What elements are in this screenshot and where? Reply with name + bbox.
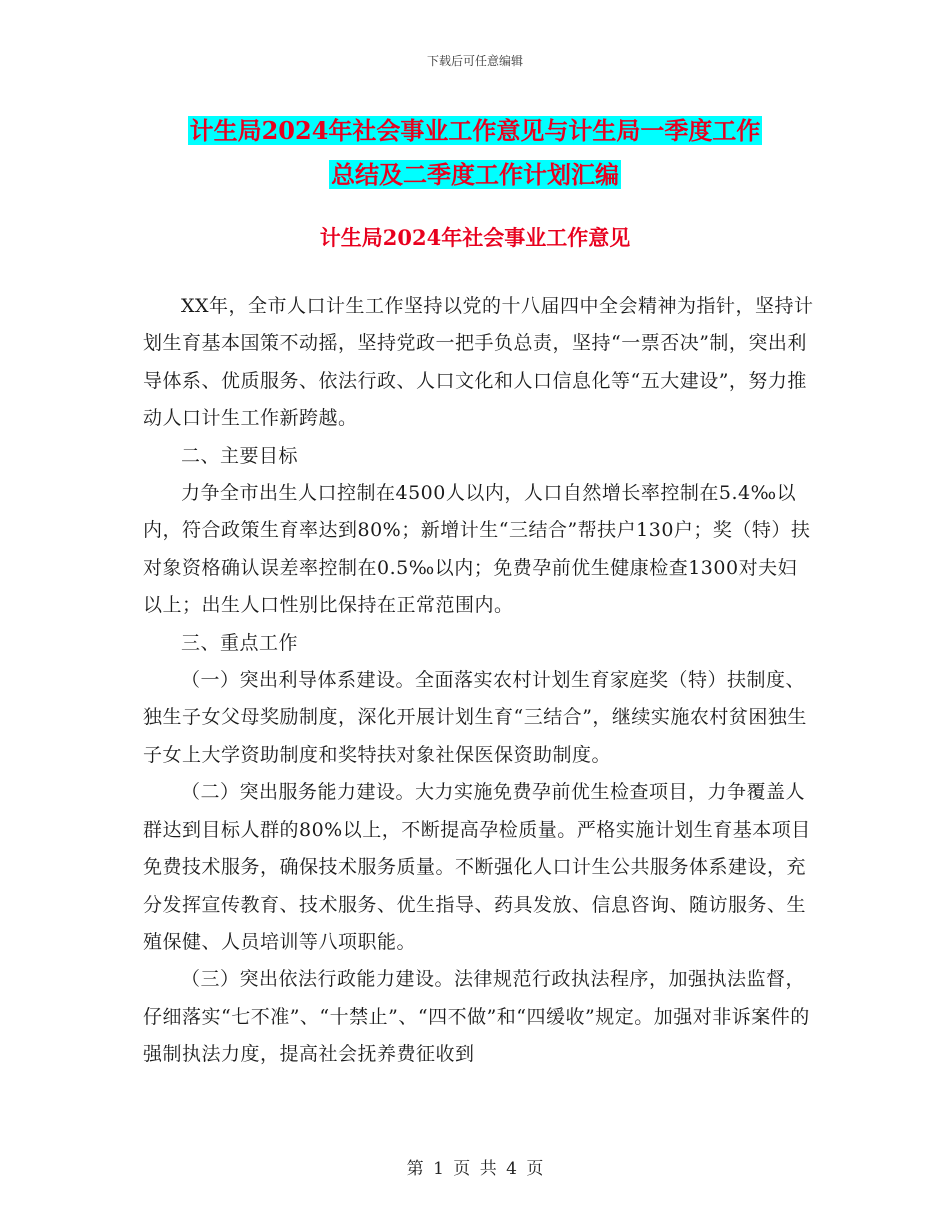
main-title-line-2 (0, 152, 950, 198)
heading-main-goals: 二、主要目标 (181, 444, 299, 467)
main-title-highlight-1: 计生局2024年社会事业工作意见与计生局一季度工作 (189, 116, 761, 145)
paragraph-work-3: （三）突出依法行政能力建设。法律规范行政执法程序，加强执法监督，仔细落实“七不准”、“十禁止”、“四不做”和“四缓收”规定。加强对非诉案件的强制执法力度，提高社会抚养费征收到 (143, 968, 810, 1066)
paragraph-work-1: （一）突出利导体系建设。全面落实农村计划生育家庭奖（特）扶制度、独生子女父母奖励制度，深化开展计划生育“三结合”，继续实施农村贫困独生子女上大学资助制度和奖特扶对象社保医保资助制度。 (143, 669, 807, 766)
heading-key-work: 三、重点工作 (181, 631, 299, 654)
paragraph-work-2: （二）突出服务能力建设。大力实施免费孕前优生检查项目，力争覆盖人群达到目标人群的80%以上，不断提高孕检质量。严格实施计划生育基本项目免费技术服务，确保技术服务质量。不断强化人口计生公共服务体系建设，充分发挥宣传教育、技术服务、优生指导、药具发放、信息咨询、随访服务、生殖保健、人员培训等八项职能。 (143, 781, 811, 953)
page-header: 下载后可任意编辑 (426, 54, 523, 68)
main-title-line-1 (0, 108, 950, 154)
section-title: 计生局2024年社会事业工作意见 (319, 225, 631, 250)
main-title-highlight-2: 总结及二季度工作计划汇编 (331, 160, 619, 189)
document-body (143, 288, 815, 1074)
paragraph-goals: 力争全市出生人口控制在4500人以内，人口自然增长率控制在5.4‰以内，符合政策生育率达到80%；新增计生“三结合”帮扶户130户；奖（特）扶对象资格确认误差率控制在0.5‰以内；免费孕前优生健康检查1300对夫妇以上；出生人口性别比保持在正常范围内。 (143, 482, 811, 617)
paragraph-intro: XX年，全市人口计生工作坚持以党的十八届四中全会精神为指针，坚持计划生育基本国策不动摇，坚持党政一把手负总责，坚持“一票否决”制，突出利导体系、优质服务、依法行政、人口文化和人口信息化等“五大建设”，努力推动人口计生工作新跨越。 (143, 295, 814, 430)
page-footer: 第 1 页 共 4 页 (406, 1159, 544, 1179)
